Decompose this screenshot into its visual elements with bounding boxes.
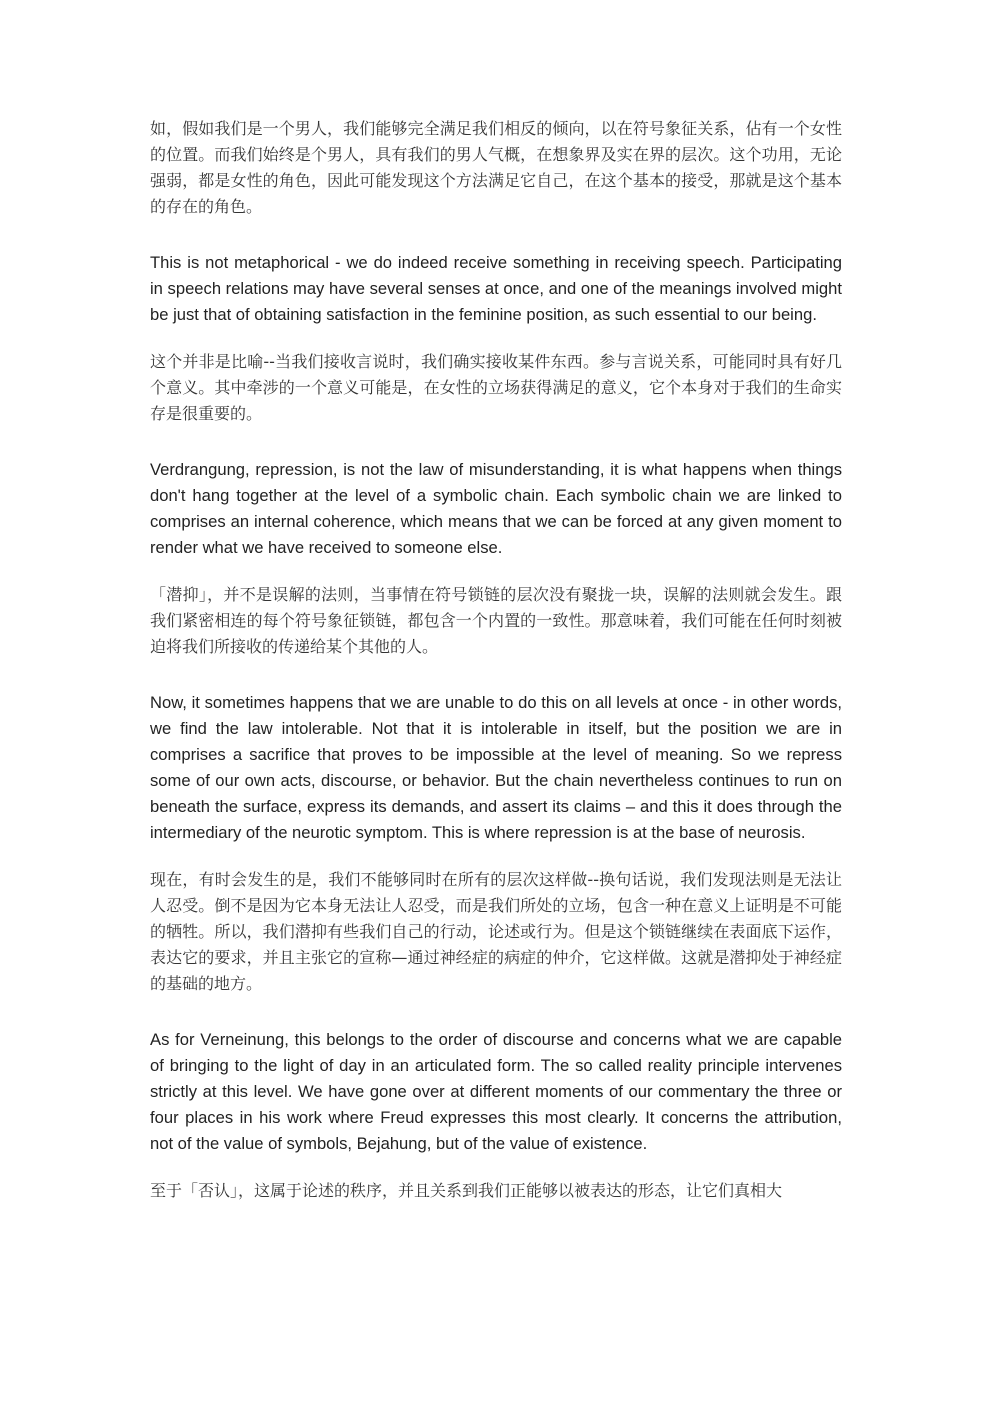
paragraph-zh-3: 「潜抑」，并不是误解的法则，当事情在符号锁链的层次没有聚拢一块，误解的法则就会发生。跟我们紧密相连的每个符号象征锁链，都包含一个内置的一致性。那意味着，我们可能在任何时刻被迫将我们所接收的传递给某个其他的人。: [150, 585, 842, 656]
document-page: [150, 116, 842, 1204]
paragraph-en-2: Verdrangung, repression, is not the law of misunderstanding, it is what happens when things don't hang together at the level of a symbolic chain. Each symbolic chain we are linked to comprises an internal coherence, which means that we can be forced at any given moment to render what we have received to someone else.: [150, 460, 842, 557]
paragraph-en-1: This is not metaphorical - we do indeed receive something in receiving speech. Participating in speech relations may have several senses at once, and one of the meanings involved might be just that of obtaining satisfaction in the feminine position, as such essential to our being.: [150, 253, 842, 324]
paragraph-zh-5: 至于「否认」，这属于论述的秩序，并且关系到我们正能够以被表达的形态，让它们真相大: [150, 1181, 783, 1200]
paragraph-en-3: Now, it sometimes happens that we are unable to do this on all levels at once - in other words, we find the law intolerable. Not that it is intolerable in itself, but the position we are in comprises a sacrifice that proves to be impossible at the level of meaning. So we repress some of our own acts, discourse, or behavior. But the chain nevertheless continues to run on beneath the surface, express its demands, and assert its claims – and this it does through the intermediary of the neurotic symptom. This is where repression is at the base of neurosis.: [150, 693, 842, 842]
paragraph-zh-2: 这个并非是比喻--当我们接收言说时，我们确实接收某件东西。参与言说关系，可能同时具有好几个意义。其中牵涉的一个意义可能是，在女性的立场获得满足的意义，它个本身对于我们的生命实存是很重要的。: [150, 352, 842, 423]
paragraph-en-4: As for Verneinung, this belongs to the order of discourse and concerns what we are capable of bringing to the light of day in an articulated form. The so called reality principle intervenes strictly at this level. We have gone over at different moments of our commentary the three or four places in his work where Freud expresses this most clearly. It concerns the attribution, not of the value of symbols, Bejahung, but of the value of existence.: [150, 1030, 842, 1153]
paragraph-zh-4: 现在，有时会发生的是，我们不能够同时在所有的层次这样做--换句话说，我们发现法则是无法让人忍受。倒不是因为它本身无法让人忍受，而是我们所处的立场，包含一种在意义上证明是不可能的牺牲。所以，我们潜抑有些我们自己的行动，论述或行为。但是这个锁链继续在表面底下运作，表达它的要求，并且主张它的宣称—通过神经症的病症的仲介，它这样做。这就是潜抑处于神经症的基础的地方。: [150, 870, 842, 993]
paragraph-zh-1: 如，假如我们是一个男人，我们能够完全满足我们相反的倾向，以在符号象征关系，佔有一个女性的位置。而我们始终是个男人，具有我们的男人气概，在想象界及实在界的层次。这个功用，无论强弱，都是女性的角色，因此可能发现这个方法满足它自己，在这个基本的接受，那就是这个基本的存在的角色。: [150, 119, 842, 216]
